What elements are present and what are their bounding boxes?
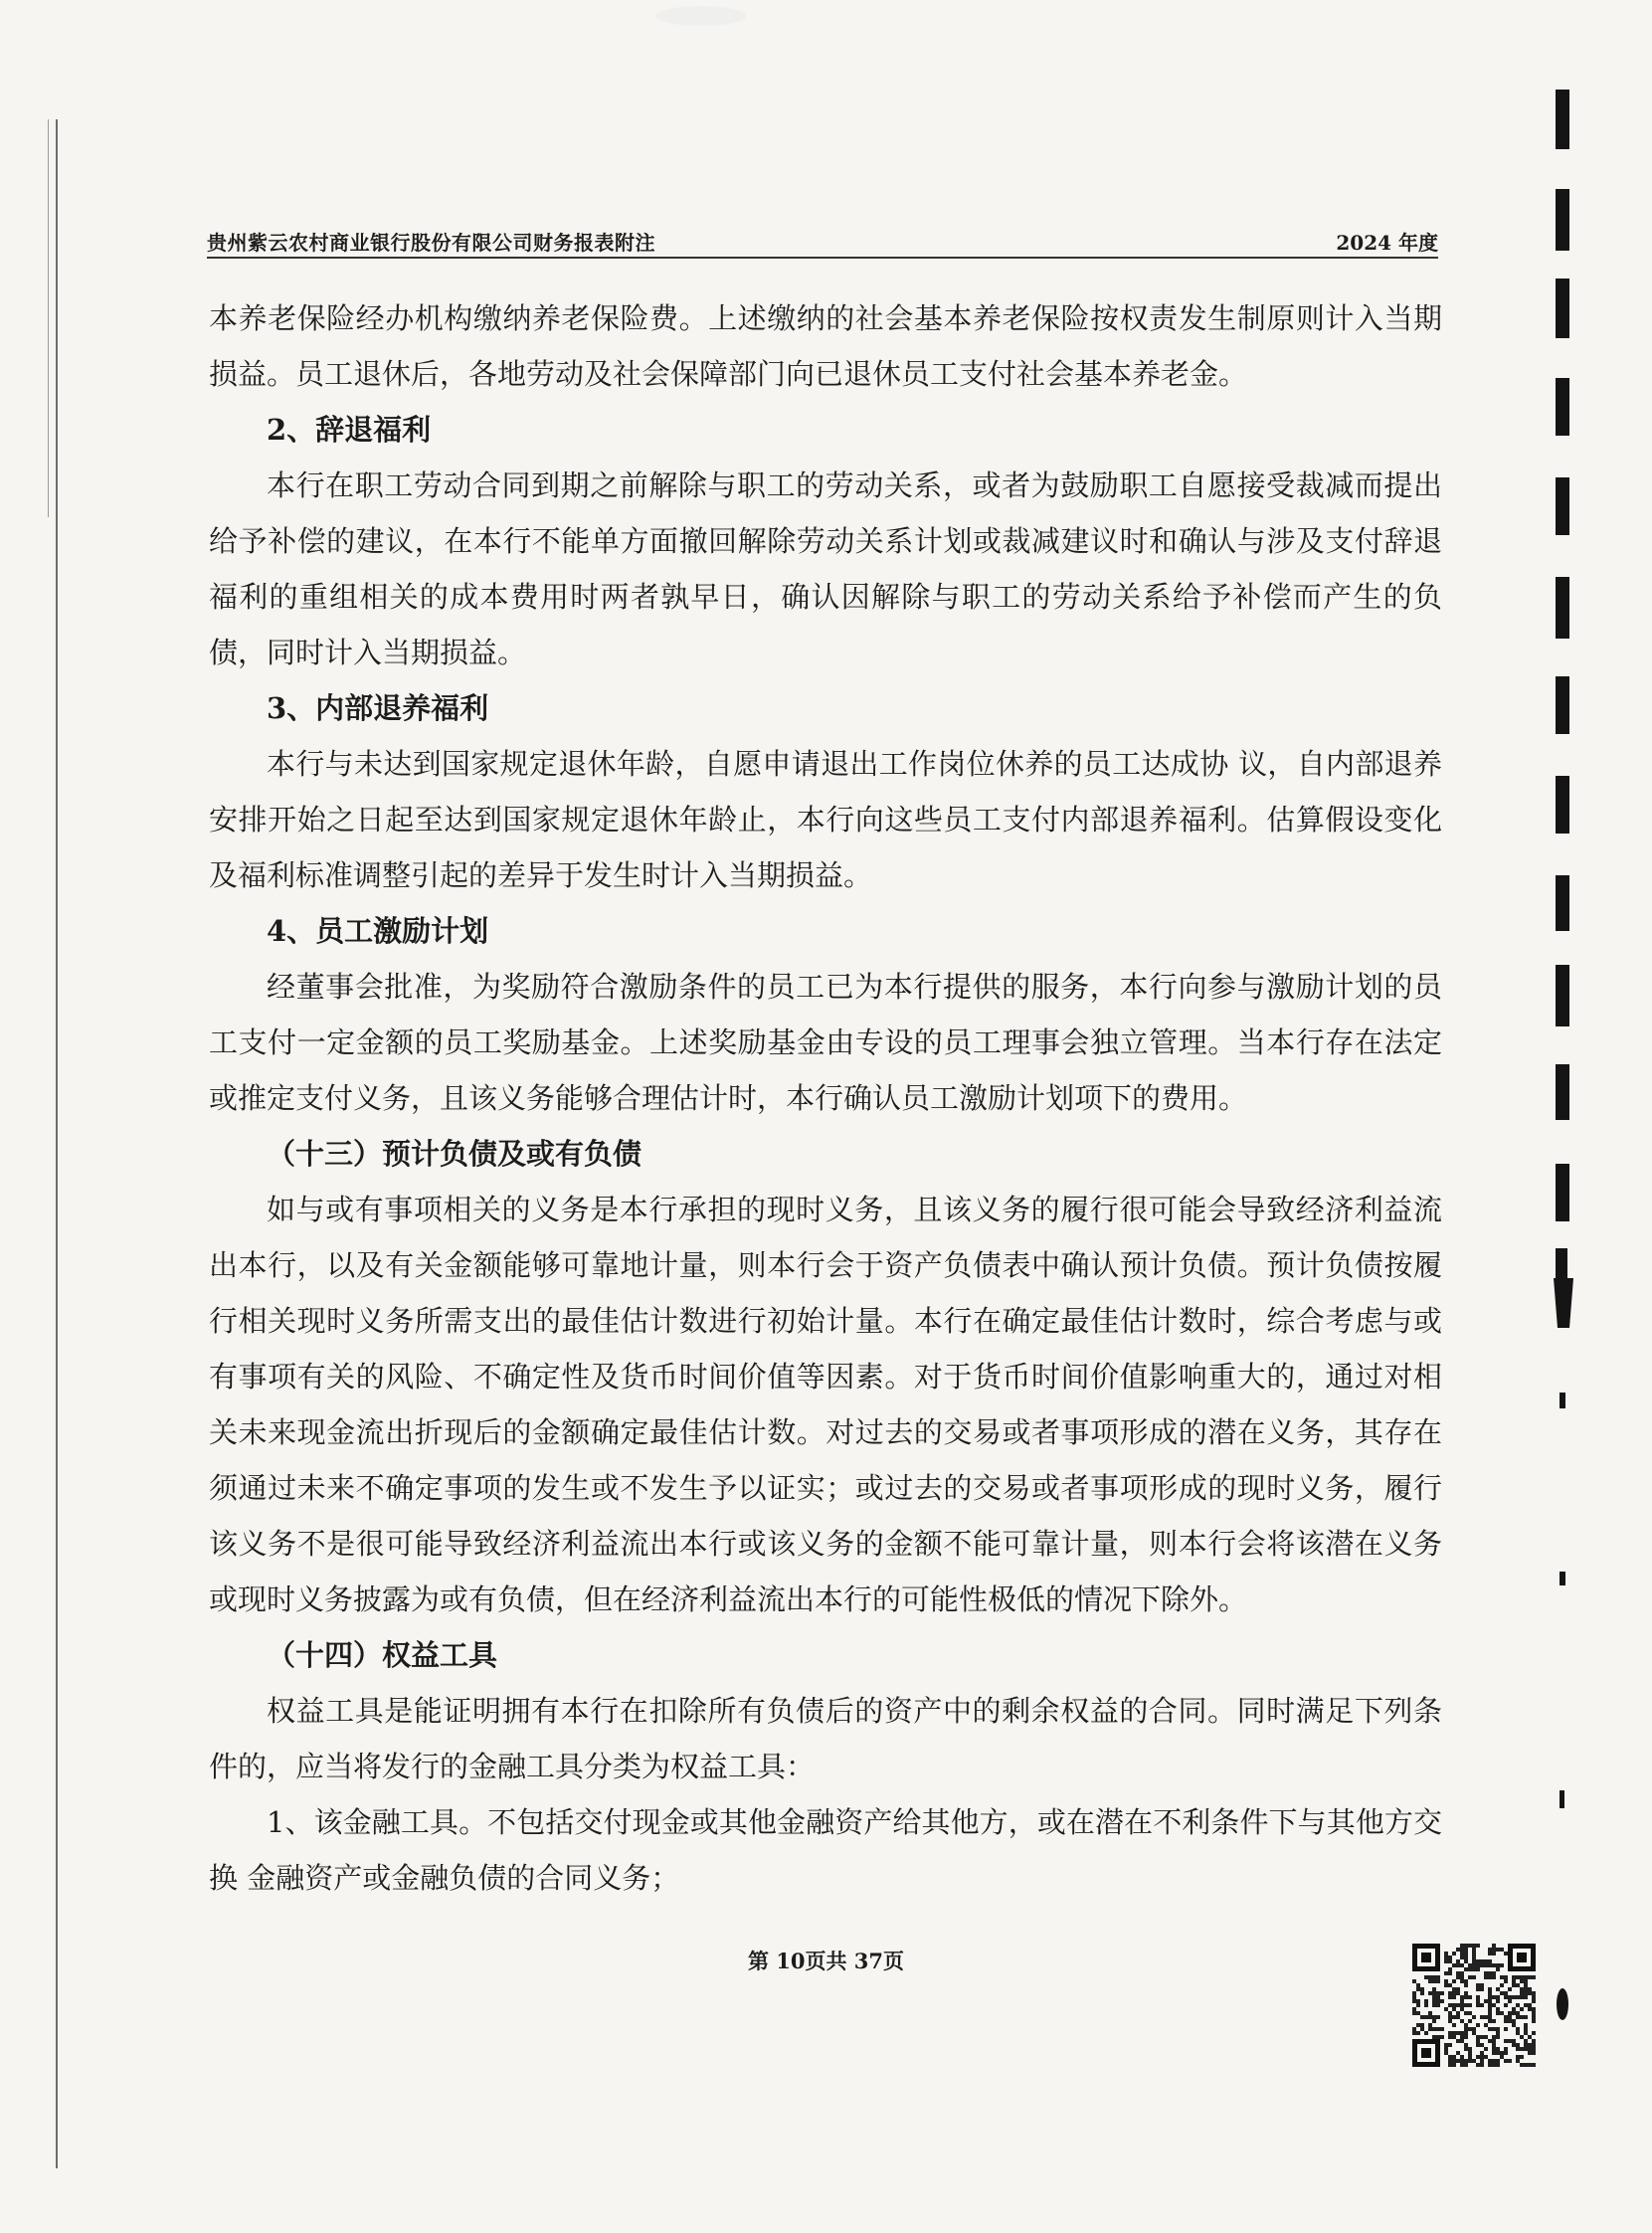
paragraph-pension-continued: 本养老保险经办机构缴纳养老保险费。上述缴纳的社会基本养老保险按权责发生制原则计入当期损益。员工退休后，各地劳动及社会保障部门向已退休员工支付社会基本养老金。 — [209, 301, 1442, 391]
heading-provisions: （十三）预计负债及或有负债 — [267, 1137, 642, 1171]
paragraph-equity-condition-1: 1、该金融工具。不包括交付现金或其他金融资产给其他方，或在潜在不利条件下与其他方交换 金融资产或金融负债的合同义务； — [209, 1805, 1442, 1895]
paragraph-termination-benefits: 本行在职工劳动合同到期之前解除与职工的劳动关系，或者为鼓励职工自愿接受裁减而提出给予补偿的建议，在本行不能单方面撤回解除劳动关系计划或裁减建议时和确认与涉及支付辞退福利的重组相关的成本费用时两者孰早日，确认因解除与职工的劳动关系给予补偿而产生的负债，同时计入当期损益。 — [209, 468, 1442, 669]
heading-incentive-plan: 4、员工激励计划 — [267, 914, 489, 948]
binding-line-inner — [48, 119, 49, 517]
header-title: 贵州紫云农村商业银行股份有限公司财务报表附注 — [207, 231, 655, 255]
heading-internal-retirement: 3、内部退养福利 — [267, 691, 489, 725]
page-number: 第 10页共 37页 — [747, 1949, 905, 1973]
paragraph-internal-retirement: 本行与未达到国家规定退休年龄，自愿申请退出工作岗位休养的员工达成协 议，自内部退养安排开始之日起至达到国家规定退休年龄止，本行向这些员工支付内部退养福利。估算假设变化及福利标准调整引起的差异于发生时计入当期损益。 — [209, 747, 1442, 892]
faint-stamp-mark — [656, 6, 746, 26]
document-body — [209, 290, 1442, 1906]
binding-line — [56, 119, 58, 2168]
header-year: 2024 年度 — [1336, 231, 1438, 255]
page-header — [207, 225, 1438, 259]
paragraph-equity-instruments: 权益工具是能证明拥有本行在扣除所有负债后的资产中的剩余权益的合同。同时满足下列条件的，应当将发行的金融工具分类为权益工具： — [209, 1694, 1442, 1783]
paragraph-provisions: 如与或有事项相关的义务是本行承担的现时义务，且该义务的履行很可能会导致经济利益流出本行，以及有关金额能够可靠地计量，则本行会于资产负债表中确认预计负债。预计负债按履行相关现时义务所需支出的最佳估计数进行初始计量。本行在确定最佳估计数时，综合考虑与或有事项有关的风险、不确定性及货币时间价值等因素。对于货币时间价值影响重大的，通过对相关未来现金流出折现后的金额确定最佳估计数。对过去的交易或者事项形成的潜在义务，其存在须通过未来不确定事项的发生或不发生予以证实；或过去的交易或者事项形成的现时义务，履行该义务不是很可能导致经济利益流出本行或该义务的金额不能可靠计量，则本行会将该潜在义务或现时义务披露为或有负债，但在经济利益流出本行的可能性极低的情况下除外。 — [209, 1193, 1442, 1616]
paragraph-incentive-plan: 经董事会批准，为奖励符合激励条件的员工已为本行提供的服务，本行向参与激励计划的员工支付一定金额的员工奖励基金。上述奖励基金由专设的员工理事会独立管理。当本行存在法定或推定支付义务，且该义务能够合理估计时，本行确认员工激励计划项下的费用。 — [209, 970, 1442, 1115]
qr-code-icon — [1408, 1940, 1540, 2071]
binding-marks — [1548, 80, 1577, 2069]
heading-termination-benefits: 2、辞退福利 — [267, 413, 432, 447]
heading-equity-instruments: （十四）权益工具 — [267, 1638, 498, 1672]
